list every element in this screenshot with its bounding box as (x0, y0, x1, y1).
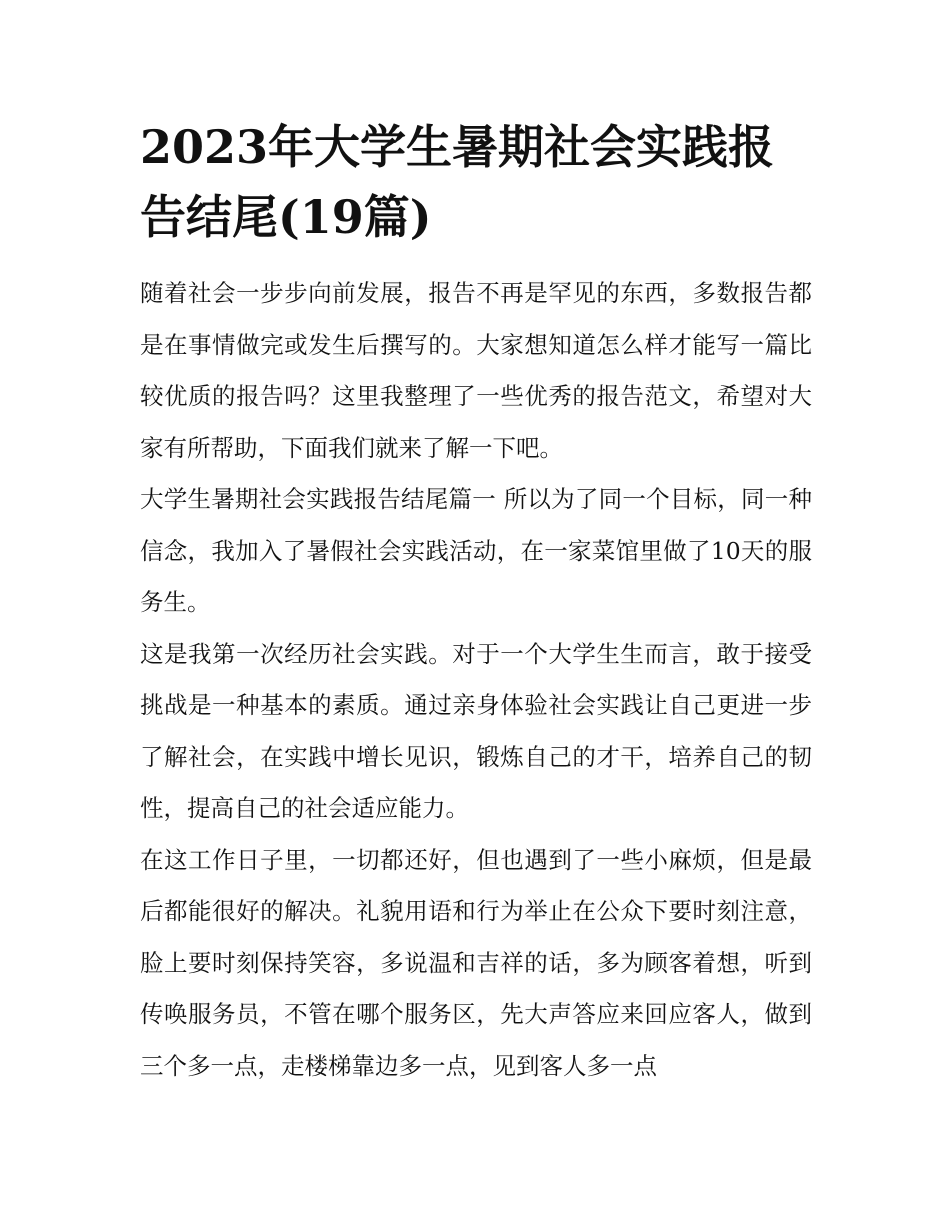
paragraph-intro: 随着社会一步步向前发展，报告不再是罕见的东西，多数报告都是在事情做完或发生后撰写的。大家想知道怎么样才能写一篇比较优质的报告吗？这里我整理了一些优秀的报告范文，希望对大家有所帮助，下面我们就来了解一下吧。 (140, 279, 812, 462)
document-title: 2023年大学生暑期社会实践报告结尾(19篇) (140, 120, 775, 244)
paragraph-first-practice: 这是我第一次经历社会实践。对于一个大学生生而言，敢于接受挑战是一种基本的素质。通过亲身体验社会实践让自己更进一步了解社会，在实践中增长见识，锻炼自己的才干，培养自己的韧性，提高自己的社会适应能力。 (140, 639, 812, 822)
paragraph-work-days: 在这工作日子里，一切都还好，但也遇到了一些小麻烦，但是最后都能很好的解决。礼貌用语和行为举止在公众下要时刻注意，脸上要时刻保持笑容，多说温和吉祥的话，多为顾客着想，听到传唤服务员，不管在哪个服务区，先大声答应来回应客人，做到三个多一点，走楼梯靠边多一点，见到客人多一点 (140, 845, 812, 1080)
paragraph-section-one: 大学生暑期社会实践报告结尾篇一 所以为了同一个目标，同一种信念，我加入了暑假社会实践活动，在一家菜馆里做了10天的服务生。 (140, 485, 812, 616)
document-body (140, 112, 812, 1092)
